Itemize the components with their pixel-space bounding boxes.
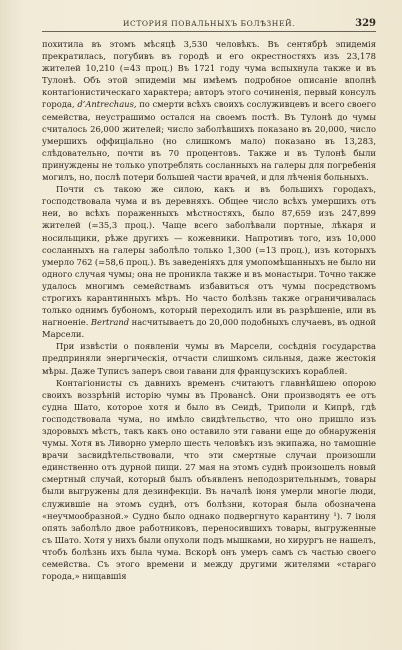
page-number: 329 — [355, 18, 376, 29]
paragraph: похитила въ этомъ мѣсяцѣ 3,530 человѣкъ. Въ сентябрѣ эпидемія прекратилась, погубивъ въ городѣ и его окрестностяхъ изъ 23,178 жителей 10,210 (=43 проц.) Въ 1721 году чума вспыхнула также и въ Тулонѣ. Объ этой эпидеміи мы имѣемъ подробное описаніе вполнѣ контагіонистическаго характера; авторъ этого сочиненія, первый консулъ города, d’Antrechaus, по смерти всѣхъ своихъ сослуживцевъ и всего своего семейства, неустрашимо остался на своемъ постѣ. Въ Тулонѣ до чумы считалось 26,000 жителей; число заболѣвшихъ показано въ 20,000, число умершихъ оффиціально (но слишкомъ мало) показано въ 13,283, слѣдовательно, почти въ 70 процентовъ. Также и въ Тулонѣ были принуждены не только употреблять сосланныхъ на галеры для погребенія могилъ, но, послѣ потери большей части врачей, и для лѣченія больныхъ. — [42, 39, 376, 183]
paragraph: Почти съ такою же силою, какъ и въ большихъ городахъ, господствовала чума и въ деревняхъ. Общее число всѣхъ умершихъ отъ неи, во всѣхъ пораженныхъ мѣстностяхъ, было 87,659 изъ 247,899 жителей (=35,3 проц.). Чаще всего заболѣвали портные, лѣкаря и носильщики, рѣже другихъ — кожевники. Напротивъ того, изъ 10,000 сосланныхъ на галеры заболѣло только 1,300 (=13 проц.), изъ которыхъ умерло 762 (=58,6 проц.). Въ заведеніяхъ для умопомѣшанныхъ не было ни одного случая чумы; она не проникла также и въ монастыри. Точно также удалось многимъ семействамъ избавиться отъ чумы посредствомъ строгихъ карантинныхъ мѣръ. Но часто болѣзнь также ограничивалась только однимъ бубономъ, который переходилъ или въ разрѣшеніе, или въ нагноеніе. Bertrand насчитываетъ до 20,000 подобныхъ случаевъ, въ одной Марсели. — [42, 184, 376, 340]
author-name: d’Antrechaus — [77, 99, 134, 110]
paragraph: Контагіонисты съ давнихъ временъ считаютъ главнѣйшею опорою своихъ воззрѣній исторію чумы въ Провансѣ. Они производятъ ее отъ судна Шато, которое хотя и было въ Сеидѣ, Триполи и Кипрѣ, гдѣ господствовала чума, но имѣло свидѣтельство, что оно пришло изъ здоровыхъ мѣстъ, такъ какъ оно оставило эти гавани еще до обнаруженія чумы. Хотя въ Ливорно умерло шесть человѣкъ изъ экипажа, но тамошніе врачи засвидѣтельствовали, что эти смертные случаи произошли единственно отъ дурной пищи. 27 мая на этомъ суднѣ произошелъ новый смертный случай, который былъ объявленъ неподозрительнымъ, товары были выгружены для дезинфекціи. Въ началѣ іюня умерли многіе люди, служившіе на этомъ суднѣ, отъ болѣзни, которая была обозначена «неучмообразной.» Судно было однако подвергнуто карантину ¹). 7 іюля опять заболѣло двое работниковъ, переносившихъ товары, выгруженные съ Шато. Хотя у нихъ были опухоли подъ мышками, но хирургъ не нашелъ, чтобъ болѣзнь ихъ была чума. Вскорѣ онъ умеръ самъ съ частью своего семейства. Съ этого времени и между другими жителями «стараго города,» нищавшія — [42, 377, 376, 582]
page-header — [42, 10, 376, 32]
running-head: ИСТОРИЯ ПОВАЛЬНЫХЪ БОЛѢЗНЕЙ. — [122, 19, 296, 28]
author-name: Bertrand — [90, 317, 130, 328]
paragraph: При извѣстіи о появленіи чумы въ Марсели, сосѣднія государства предприняли энергическія, отчасти слишкомъ сильныя, даже жестокія мѣры. Даже Туписъ заперъ свои гавани для французскихъ кораблей. — [42, 341, 376, 376]
body-text — [42, 38, 376, 582]
